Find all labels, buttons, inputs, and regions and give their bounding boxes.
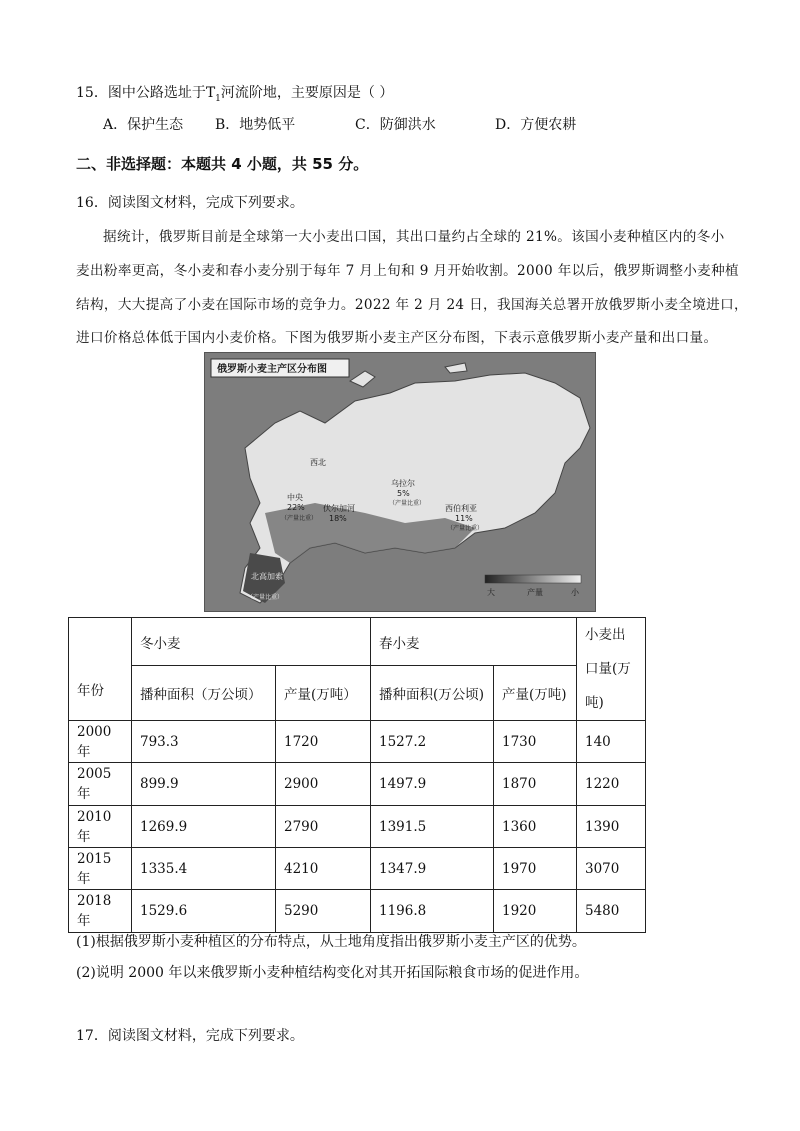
region-share-central: 22% xyxy=(287,503,305,512)
table-row xyxy=(69,890,646,933)
header-year: 年份 xyxy=(69,618,132,721)
cell: 1391.5 xyxy=(371,806,494,848)
cell: 1497.9 xyxy=(371,763,494,806)
cell: 4210 xyxy=(276,848,371,890)
header-export: 小麦出口量(万吨) xyxy=(577,618,646,721)
header-spring-area: 播种面积(万公顷) xyxy=(371,666,494,721)
header-spring-output: 产量(万吨) xyxy=(494,666,577,721)
region-label-volga: 伏尔加河 xyxy=(323,504,355,513)
cell: 1529.6 xyxy=(132,890,276,933)
cell: 1220 xyxy=(577,763,646,806)
question-17-stem: 17．阅读图文材料，完成下列要求。 xyxy=(76,1028,304,1044)
table-row xyxy=(69,763,646,806)
subscript: 1 xyxy=(215,93,221,104)
cell: 1360 xyxy=(494,806,577,848)
material-line-1: 据统计，俄罗斯目前是全球第一大小麦出口国，其出口量约占全球的 21%。该国小麦种植区内的冬小 xyxy=(103,229,725,245)
region-share-ural: 5% xyxy=(397,489,410,498)
question-15-text: 15．图中公路选址于T xyxy=(76,85,216,101)
question-16-stem: 16．阅读图文材料，完成下列要求。 xyxy=(76,195,304,211)
cell: 140 xyxy=(577,721,646,763)
cell: 3070 xyxy=(577,848,646,890)
cell: 1527.2 xyxy=(371,721,494,763)
cell: 1720 xyxy=(276,721,371,763)
russia-wheat-map xyxy=(204,352,596,612)
cell: 1390 xyxy=(577,806,646,848)
material-line-2: 麦出粉率更高，冬小麦和春小麦分别于每年 7 月上旬和 9 月开始收割。2000 年以后，俄罗斯调整小麦种植 xyxy=(76,263,739,279)
option-a: A．保护生态 xyxy=(103,117,184,133)
header-winter-wheat: 冬小麦 xyxy=(132,618,371,666)
wheat-data-table xyxy=(68,617,646,933)
cell: 2010 年 xyxy=(69,806,132,848)
cell: 5290 xyxy=(276,890,371,933)
region-label-northwest: 西北 xyxy=(310,458,326,467)
question-15-stem xyxy=(76,82,393,104)
cell: 2790 xyxy=(276,806,371,848)
option-c: C．防御洪水 xyxy=(355,117,436,133)
section-heading: 二、非选择题：本题共 4 小题，共 55 分。 xyxy=(76,155,369,173)
map-graphic xyxy=(205,353,595,611)
question-15-text-rest: 河流阶地，主要原因是（ ） xyxy=(220,85,394,101)
cell: 2900 xyxy=(276,763,371,806)
cell: 1335.4 xyxy=(132,848,276,890)
table-group-header-row xyxy=(69,618,646,666)
cell: 2005 年 xyxy=(69,763,132,806)
region-label-ural: 乌拉尔 xyxy=(391,479,415,488)
region-note-siberia: （产量比重） xyxy=(447,525,484,532)
map-title: 俄罗斯小麦主产区分布图 xyxy=(217,364,327,375)
cell: 1730 xyxy=(494,721,577,763)
table-row xyxy=(69,806,646,848)
cell: 1269.9 xyxy=(132,806,276,848)
material-line-4: 进口价格总体低于国内小麦价格。下图为俄罗斯小麦主产区分布图，下表示意俄罗斯小麦产量和出口量。 xyxy=(76,330,718,346)
table-row xyxy=(69,848,646,890)
sub-question-1: (1)根据俄罗斯小麦种植区的分布特点，从土地角度指出俄罗斯小麦主产区的优势。 xyxy=(76,934,586,950)
region-label-north-caucasus: 北高加索 xyxy=(251,572,283,581)
cell: 1920 xyxy=(494,890,577,933)
cell: 1196.8 xyxy=(371,890,494,933)
region-label-siberia: 西伯利亚 xyxy=(445,504,477,513)
table-sub-header-row xyxy=(69,666,646,721)
legend-title: 产量 xyxy=(527,588,543,597)
legend-bar xyxy=(485,575,581,583)
option-b: B．地势低平 xyxy=(215,117,296,133)
cell: 899.9 xyxy=(132,763,276,806)
region-label-central: 中央 xyxy=(287,493,303,502)
cell: 1870 xyxy=(494,763,577,806)
region-note-north-caucasus: （产量比重） xyxy=(247,594,284,601)
cell: 793.3 xyxy=(132,721,276,763)
cell: 2015 年 xyxy=(69,848,132,890)
region-share-volga: 18% xyxy=(329,514,347,523)
header-winter-area: 播种面积（万公顷） xyxy=(132,666,276,721)
cell: 2018 年 xyxy=(69,890,132,933)
sub-question-2: (2)说明 2000 年以来俄罗斯小麦种植结构变化对其开拓国际粮食市场的促进作用。 xyxy=(76,965,589,981)
region-note-central: （产量比重） xyxy=(281,515,318,522)
cell: 5480 xyxy=(577,890,646,933)
region-note-ural: （产量比重） xyxy=(389,500,426,507)
legend-small: 小 xyxy=(571,588,579,597)
option-d: D．方便农耕 xyxy=(495,117,577,133)
table-row xyxy=(69,721,646,763)
cell: 1970 xyxy=(494,848,577,890)
header-spring-wheat: 春小麦 xyxy=(371,618,577,666)
region-share-siberia: 11% xyxy=(455,514,473,523)
cell: 1347.9 xyxy=(371,848,494,890)
header-winter-output: 产量(万吨） xyxy=(276,666,371,721)
material-line-3: 结构，大大提高了小麦在国际市场的竞争力。2022 年 2 月 24 日，我国海关总署开放俄罗斯小麦全境进口， xyxy=(76,297,748,313)
cell: 2000 年 xyxy=(69,721,132,763)
legend-large: 大 xyxy=(487,588,495,597)
